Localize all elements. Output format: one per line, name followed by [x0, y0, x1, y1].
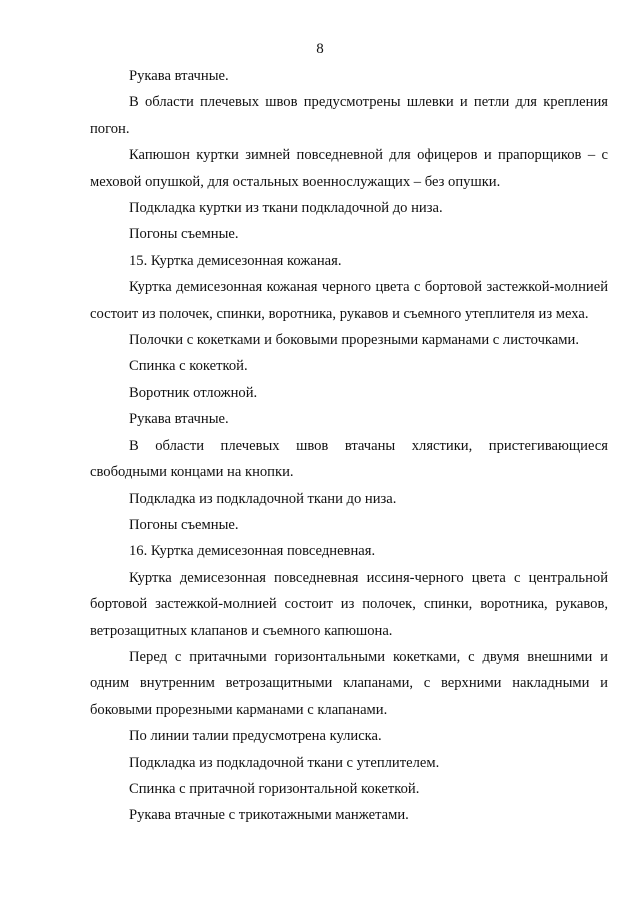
document-body: [90, 63, 608, 829]
paragraph: Рукава втачные.: [129, 411, 229, 428]
paragraph: Куртка демисезонная повседневная иссиня-черного цвета с центральной бортовой застежкой-молнией состоит из полочек, спинки, воротника, рукавов, ветрозащитных клапанов и съемного капюшона.: [90, 569, 608, 639]
paragraph: Спинка с кокеткой.: [129, 358, 248, 375]
paragraph: В области плечевых швов предусмотрены шлевки и петли для крепления погон.: [90, 94, 608, 137]
paragraph: Рукава втачные.: [129, 68, 229, 84]
paragraph: Погоны съемные.: [129, 226, 239, 243]
section-heading: 16. Куртка демисезонная повседневная.: [129, 543, 376, 560]
paragraph: Подкладка из подкладочной ткани до низа.: [129, 490, 397, 507]
paragraph: Воротник отложной.: [129, 384, 258, 401]
paragraph: Рукава втачные с трикотажными манжетами.: [129, 807, 409, 824]
paragraph: Подкладка из подкладочной ткани с утеплителем.: [129, 754, 440, 771]
paragraph: Погоны съемные.: [129, 516, 239, 533]
paragraph: Полочки с кокетками и боковыми прорезными карманами с листочками.: [129, 332, 579, 349]
paragraph: Подкладка куртки из ткани подкладочной до низа.: [129, 200, 443, 217]
paragraph: Перед с притачными горизонтальными кокетками, с двумя внешними и одним внутренним ветрозащитными клапанами, с верхними накладными и боковыми прорезными карманами с клапанами.: [90, 648, 608, 718]
paragraph: Спинка с притачной горизонтальной кокеткой.: [129, 780, 420, 797]
paragraph: В области плечевых швов втачаны хлястики, пристегивающиеся свободными концами на кнопки.: [90, 437, 608, 481]
page-number: 8: [316, 41, 324, 57]
paragraph: Капюшон куртки зимней повседневной для офицеров и прапорщиков – с меховой опушкой, для остальных военнослужащих – без опушки.: [90, 147, 608, 190]
section-heading: 15. Куртка демисезонная кожаная.: [129, 252, 342, 269]
paragraph: Куртка демисезонная кожаная черного цвета с бортовой застежкой-молнией состоит из полочек, спинки, воротника, рукавов и съемного утеплителя из меха.: [90, 279, 608, 322]
paragraph: По линии талии предусмотрена кулиска.: [129, 728, 382, 745]
